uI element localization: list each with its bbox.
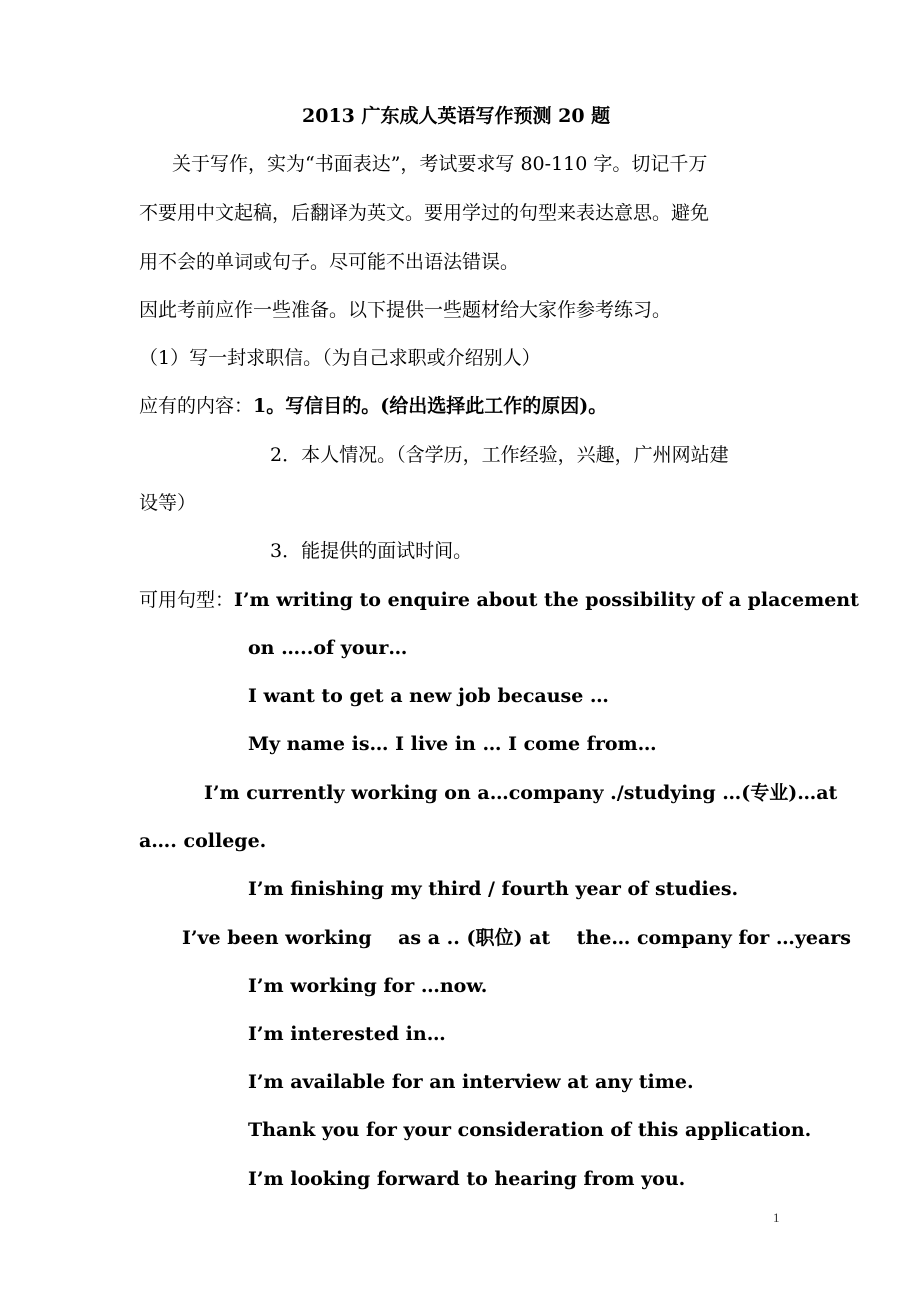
- phrase-2: on …..of your…: [248, 637, 408, 659]
- phrase-13: I’m looking forward to hearing from you.: [248, 1168, 686, 1190]
- phrase-5: I’m currently working on a…company ./studying …(专业)…at: [204, 782, 838, 804]
- document-title: 2013 广东成人英语写作预测 20 题: [302, 105, 611, 127]
- phrase-7: I’m finishing my third / fourth year of studies.: [248, 878, 739, 900]
- phrase-11: I’m available for an interview at any time.: [248, 1071, 694, 1093]
- phrases-label: 可用句型：: [139, 589, 235, 611]
- contents-item-2a: 2．本人情况。（含学历，工作经验，兴趣，广州网站建: [270, 444, 729, 466]
- phrase-10: I’m interested in…: [248, 1023, 446, 1045]
- contents-item-3: 3．能提供的面试时间。: [270, 540, 473, 562]
- phrase-8: I’ve been working as a .. (职位) at the… company for …years: [182, 927, 851, 949]
- intro-line-2: 不要用中文起稿，后翻译为英文。要用学过的句型来表达意思。避免: [139, 202, 710, 224]
- intro-line-4: 因此考前应作一些准备。以下提供一些题材给大家作参考练习。: [139, 299, 672, 321]
- page-number: 1: [773, 1210, 780, 1225]
- phrase-12: Thank you for your consideration of this application.: [248, 1119, 812, 1141]
- contents-item-1: 1。写信目的。(给出选择此工作的原因)。: [253, 395, 608, 417]
- phrase-6: a…. college.: [139, 830, 267, 852]
- topic-heading: （1）写一封求职信。（为自己求职或介绍别人）: [139, 347, 541, 369]
- intro-line-3: 用不会的单词或句子。尽可能不出语法错误。: [139, 251, 520, 273]
- contents-label: 应有的内容：: [139, 395, 254, 417]
- phrase-3: I want to get a new job because …: [248, 685, 609, 707]
- phrases-line-1: [139, 588, 859, 612]
- contents-line-1: [139, 394, 607, 418]
- phrase-4: My name is… I live in … I come from…: [248, 733, 657, 755]
- phrase-1: I’m writing to enquire about the possibility of a placement: [234, 589, 859, 611]
- intro-line-1: 关于写作，实为“书面表达”，考试要求写 80-110 字。切记千万: [172, 153, 708, 175]
- phrase-9: I’m working for …now.: [248, 975, 488, 997]
- contents-item-2b: 设等）: [139, 492, 197, 514]
